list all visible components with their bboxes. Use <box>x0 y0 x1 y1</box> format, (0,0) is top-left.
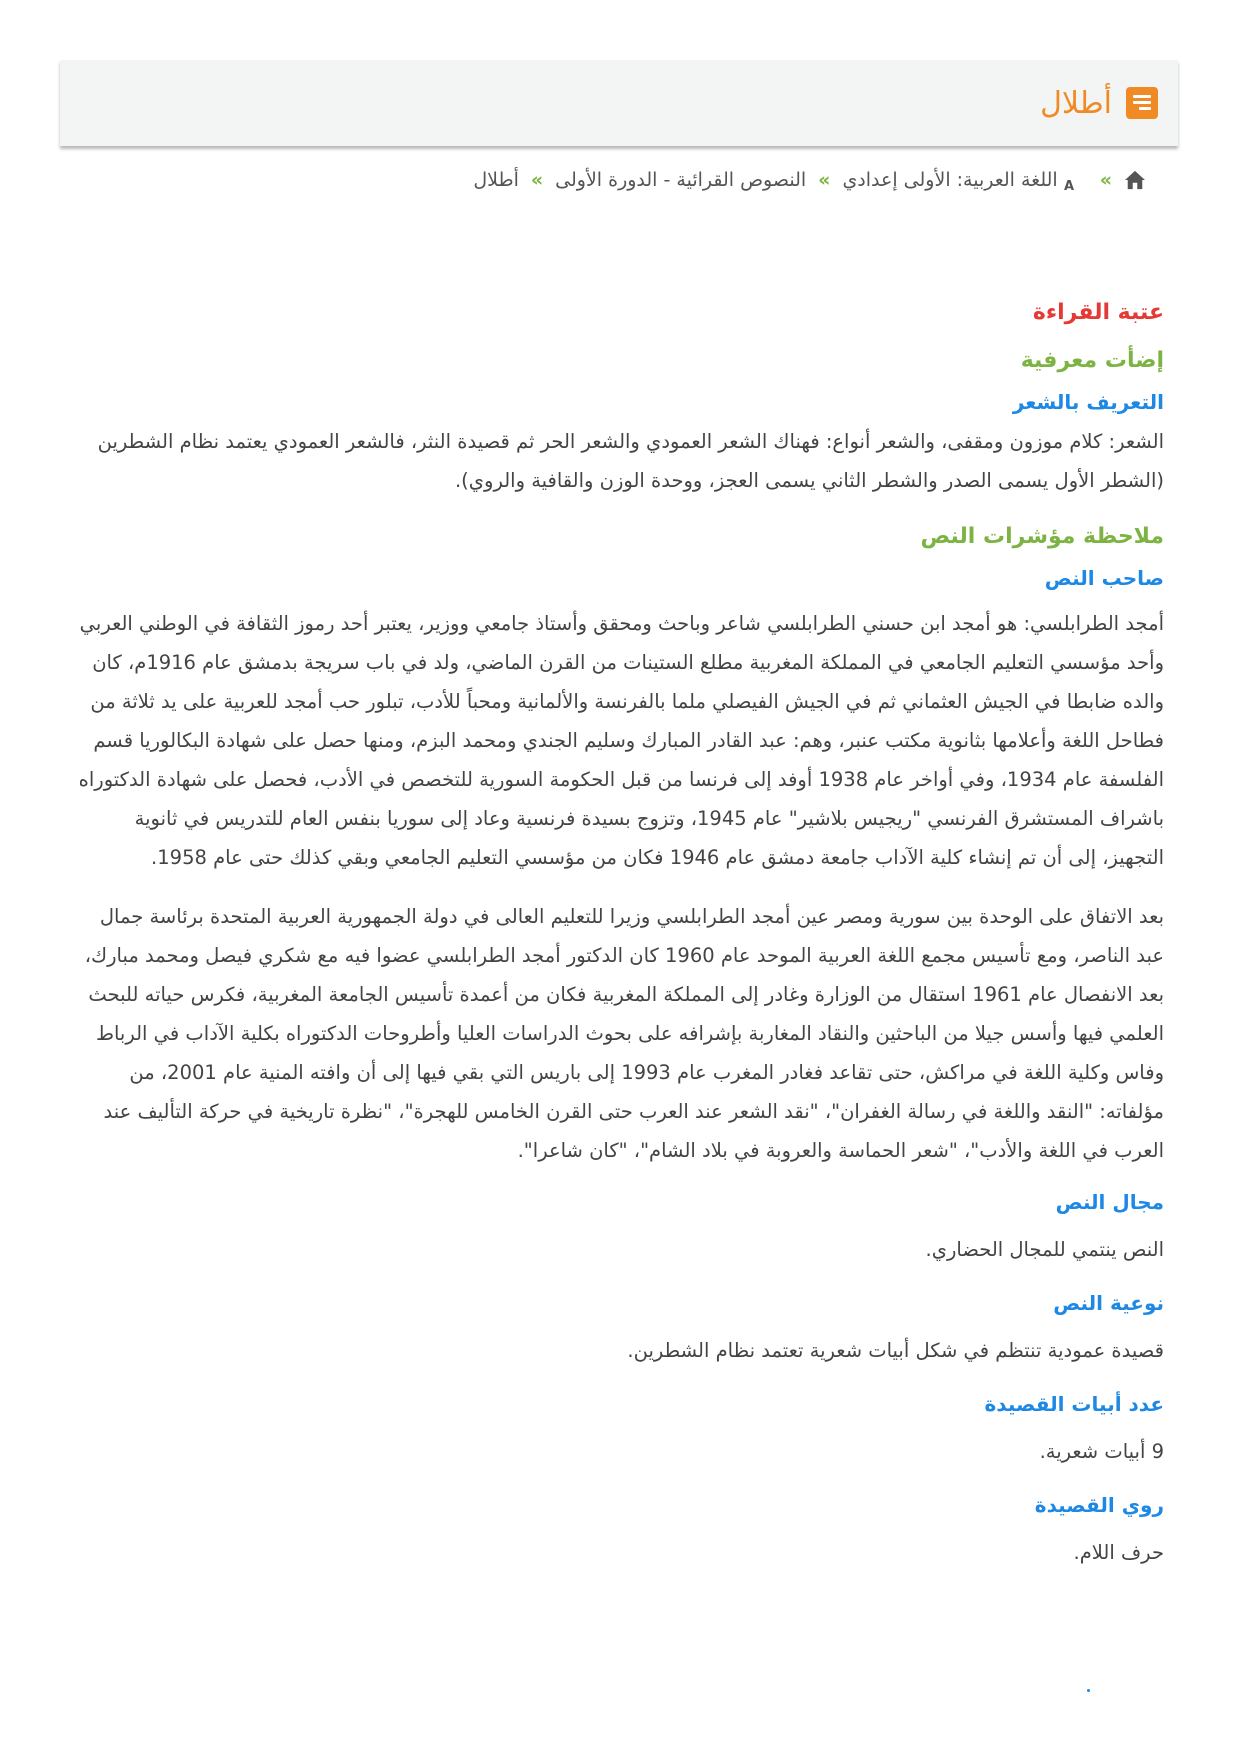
section-heading-indicators: ملاحظة مؤشرات النص <box>920 524 1164 549</box>
section-heading-knowledge: إضأت معرفية <box>1020 348 1164 373</box>
breadcrumb-separator: » <box>1099 169 1112 191</box>
home-icon[interactable] <box>1124 170 1146 190</box>
breadcrumb-separator: » <box>530 169 544 191</box>
subheading-text-field: مجال النص <box>1055 1190 1164 1214</box>
text-field-value: النص ينتمي للمجال الحضاري. <box>925 1238 1164 1261</box>
page-title: أطلال <box>1040 85 1112 121</box>
subheading-verse-count: عدد أبيات القصيدة <box>984 1392 1164 1416</box>
verse-count-value: 9 أبيات شعرية. <box>1039 1440 1164 1463</box>
text-type-value: قصيدة عمودية تنتظم في شكل أبيات شعرية تعتمد نظام الشطرين. <box>627 1339 1164 1362</box>
svg-text:A: A <box>1063 179 1074 192</box>
subheading-poetry-definition: التعريف بالشعر <box>1012 390 1164 414</box>
section-heading-reading: عتبة القراءة <box>1032 300 1164 325</box>
subheading-author: صاحب النص <box>1044 566 1164 590</box>
poetry-definition-text: الشعر: كلام موزون ومقفى، والشعر أنواع: فهناك الشعر العمودي والشعر الحر ثم قصيدة النثر، فالشعر العمودي يعتمد نظام الشطرين (الشطر الأول يسمى الصدر والشطر الثاني يسمى العجز، ووحدة الوزن والقافية والروي). <box>97 430 1164 492</box>
author-bio-paragraph-1: أمجد الطرابلسي: هو أمجد ابن حسني الطرابلسي شاعر وباحث ومحقق وأستاذ جامعي ووزير، يعتبر أحد رموز الثقافة في الوطني العربي وأحد مؤسسي التعليم الجامعي في المملكة المغربية مطلع الستينات من القرن الماضي، ولد في باب سريجة بدمشق عام 1916م، كان والده ضابطا في الجيش العثماني ثم في الجيش الفيصلي ملما بالفرنسة والألمانية ومحباً للأدب، تبلور حب أمجد للعربية على يد ثلاثة من فطاحل اللغة وأعلامها بثانوية مكتب عنبر، وهم: عبد القادر المبارك وسليم الجندي ومحمد البزم، ومنها حصل على شهادة البكالوريا قسم الفلسفة عام 1934، وفي أواخر عام 1938 أوفد إلى فرنسا من قبل الحكومة السورية للتخصص في الأدب، فحصل على شهادة الدكتوراه باشراف المستشرق الفرنسي "ريجيس بلاشير" عام 1945، وتزوج بسيدة فرنسية وعاد إلى سوريا بنفس العام للتدريس في ثانوية التجهيز، إلى أن تم إنشاء كلية الآداب جامعة دمشق عام 1946 فكان من مؤسسي التعليم الجامعي وبقي كذلك حتى عام 1958. <box>78 612 1164 869</box>
rhyme-value: حرف اللام. <box>1073 1541 1164 1564</box>
breadcrumb <box>473 168 1146 192</box>
breadcrumb-item-category[interactable]: النصوص القرائية - الدورة الأولى <box>555 169 807 191</box>
subheading-text-type: نوعية النص <box>1053 1291 1164 1315</box>
translate-icon <box>1062 168 1088 192</box>
breadcrumb-separator: » <box>818 169 831 191</box>
document-icon <box>1126 87 1158 119</box>
page-header <box>60 60 1178 146</box>
breadcrumb-item-subject[interactable]: اللغة العربية: الأولى إعدادي <box>842 169 1058 191</box>
author-bio-paragraph-2: بعد الاتفاق على الوحدة بين سورية ومصر عين أمجد الطرابلسي وزيرا للتعليم العالى في دولة الجمهورية العربية المتحدة برئاسة جمال عبد الناصر، ومع تأسيس مجمع اللغة العربية الموحد عام 1960 كان الدكتور أمجد الطرابلسي عضوا فيه مع شكري فيصل ومحمد مبارك، بعد الانفصال عام 1961 استقال من الوزارة وغادر إلى المملكة المغربية فكان من أعمدة تأسيس الجامعة المغربية، فكرس حياته للبحث العلمي فيها وأسس جيلا من الباحثين والنقاد المغاربة بإشرافه على بحوث الدراسات العليا وأطروحات الدكتوراه بكلية الآداب في الرباط وفاس وكلية اللغة في مراكش، حتى تقاعد فغادر المغرب عام 1993 إلى باريس التي بقي فيها إلى أن وافته المنية عام 2001، من مؤلفاته: "النقد واللغة في رسالة الغفران"، "نقد الشعر عند العرب حتى القرن الخامس للهجرة"، "نظرة تاريخية في حركة التأليف عند العرب في اللغة والأدب"، "شعر الحماسة والعروبة في بلاد الشام"، "كان شاعرا". <box>84 905 1164 1162</box>
breadcrumb-item-current: أطلال <box>473 169 519 191</box>
subheading-rhyme: روي القصيدة <box>1034 1493 1164 1517</box>
lesson-content <box>78 292 1164 1572</box>
decorative-dot <box>1087 1689 1090 1692</box>
